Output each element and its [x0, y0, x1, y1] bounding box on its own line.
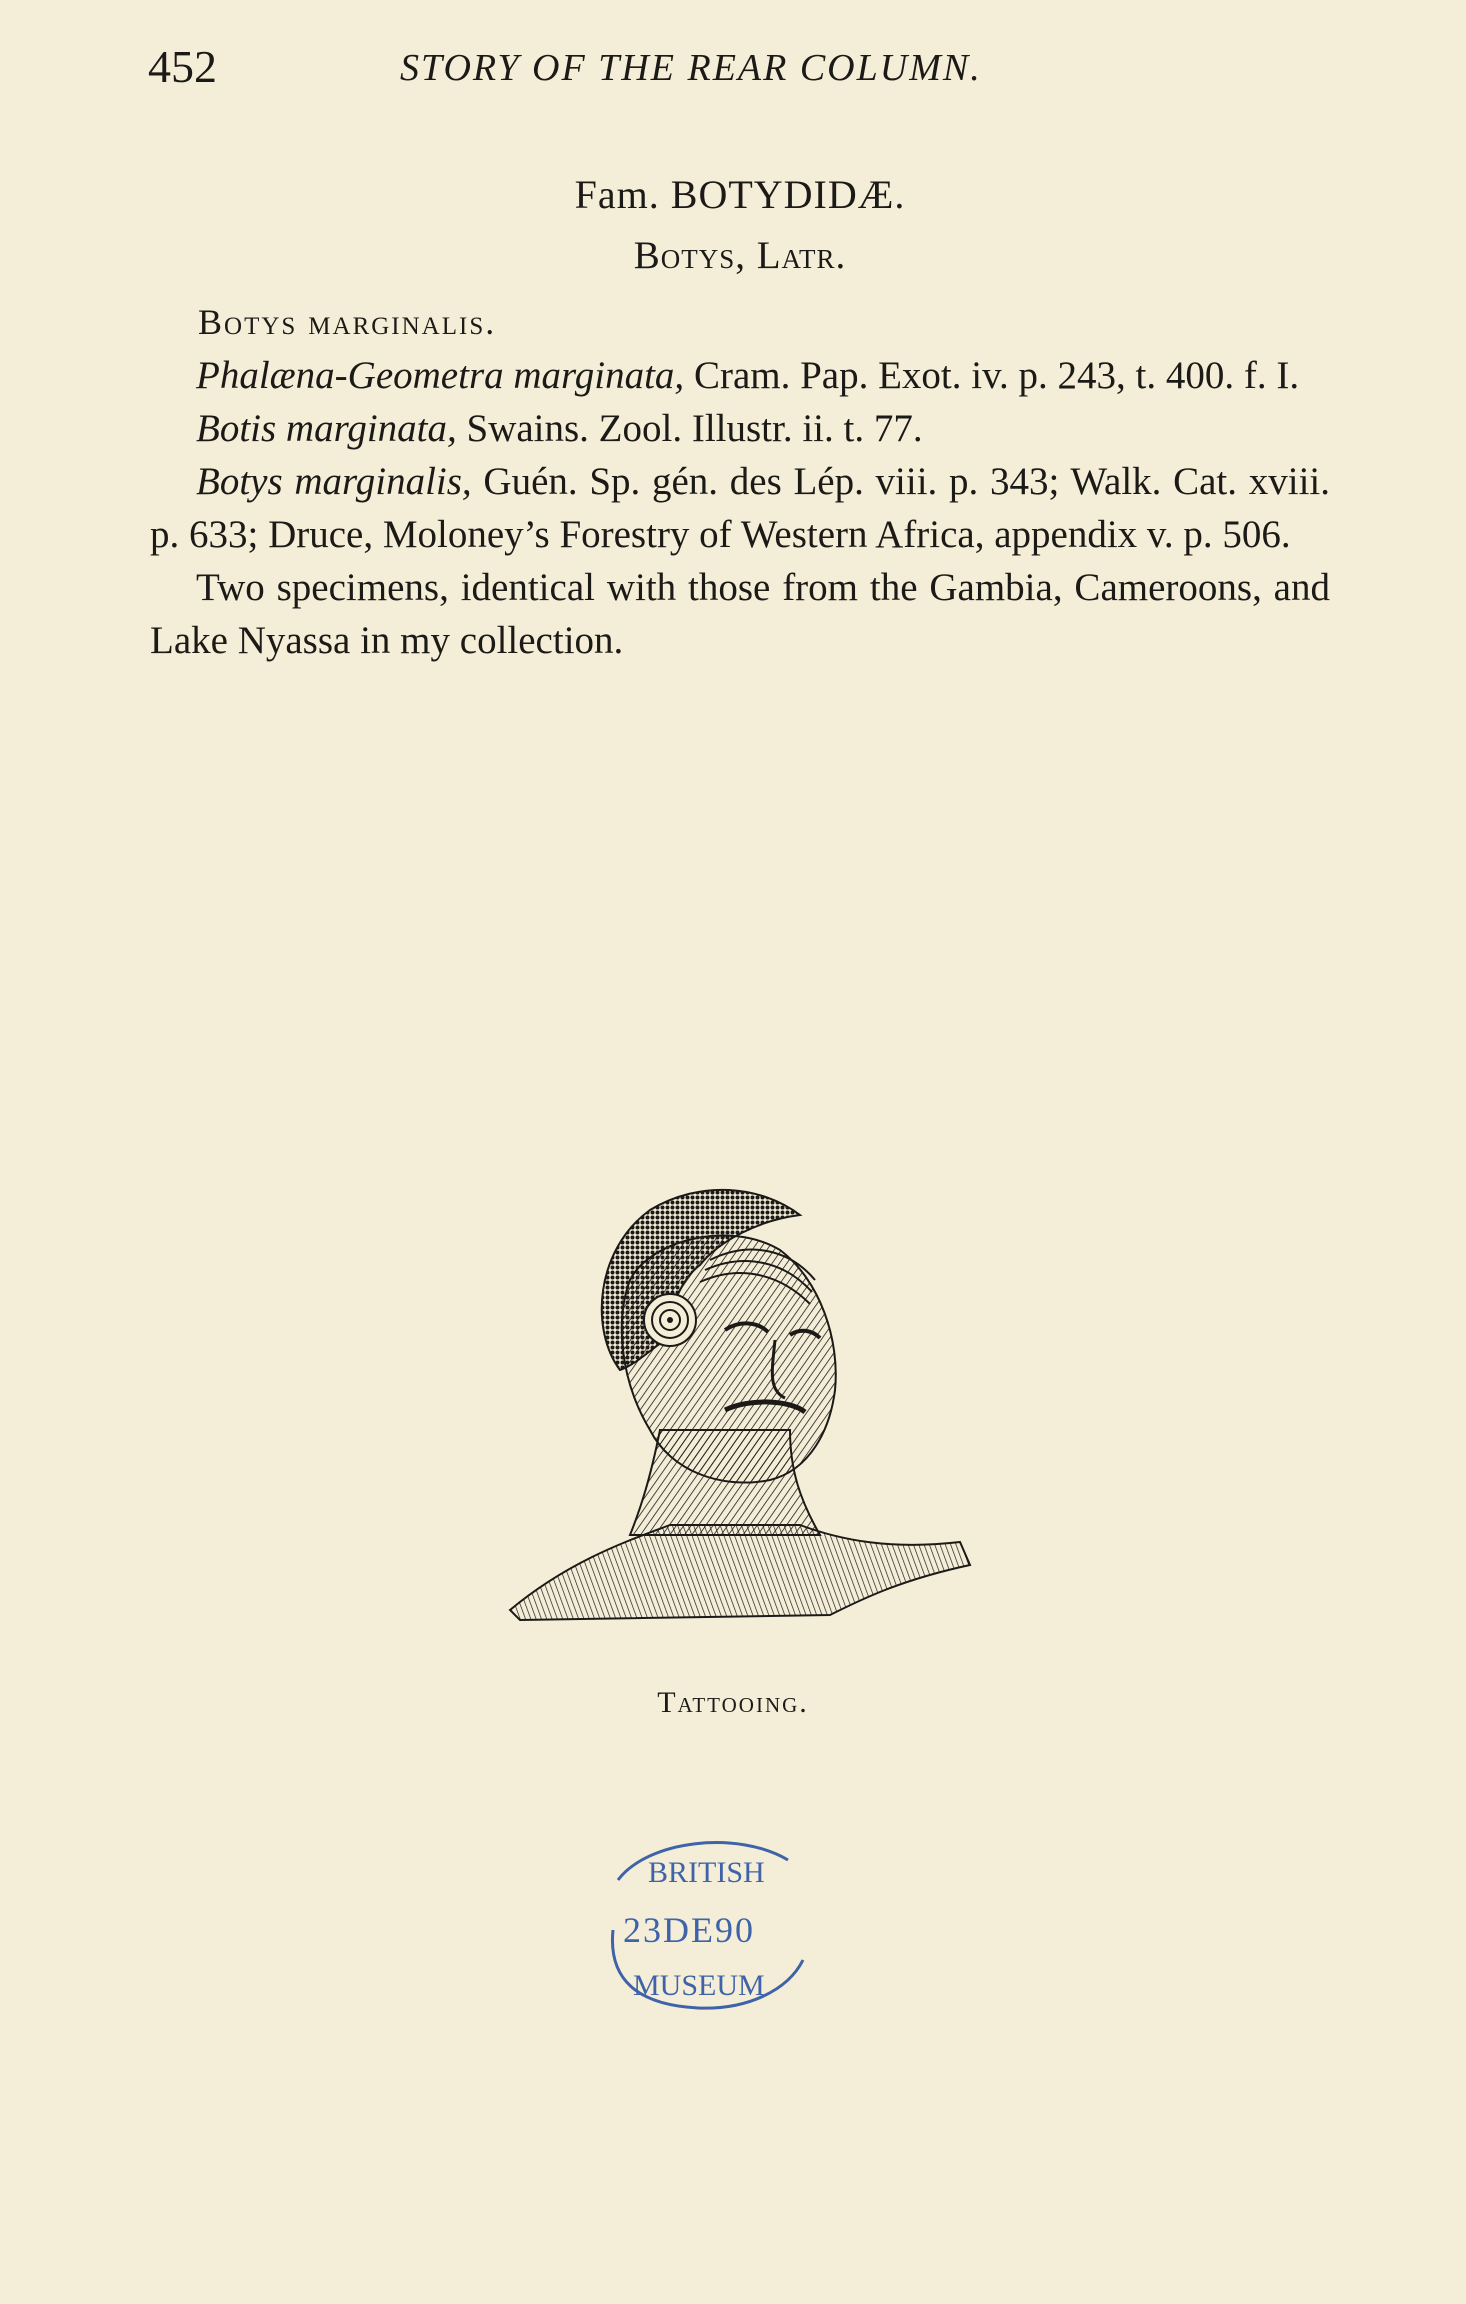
synonym-entry [150, 455, 1330, 561]
running-head [0, 40, 1466, 100]
synonym-name: Botis marginata, [196, 407, 457, 450]
synonym-reference: Guén. Sp. gén. des Lép. viii. p. 343; Walk. Cat. xviii. p. 633; Druce, Moloney’s Forestry of Western Africa, appendix v. p. 506. [150, 460, 1330, 556]
synonym-name: Botys marginalis, [196, 460, 472, 503]
synonym-entry [150, 349, 1330, 402]
genus-heading: Botys, Latr. [633, 234, 847, 277]
synonym-reference: Swains. Zool. Illustr. ii. t. 77. [456, 407, 923, 450]
body-text [150, 168, 1330, 667]
stamp-date: 23DE90 [623, 1910, 755, 1950]
synonym-reference: Cram. Pap. Exot. iv. p. 243, t. 400. f. I. [684, 354, 1300, 397]
synonym-name: Phalæna-Geometra marginata, [196, 354, 685, 397]
tattooed-head-engraving [500, 1170, 980, 1640]
page-number: 452 [148, 41, 217, 92]
stamp-bottom-text: MUSEUM [633, 1969, 765, 2002]
library-stamp [598, 1820, 818, 2020]
species-heading: Botys marginalis. [198, 302, 497, 342]
stamp-top-text: BRITISH [648, 1856, 765, 1889]
synonym-entry [150, 402, 1330, 455]
figure-caption: Tattooing. [657, 1686, 809, 1719]
family-heading: Fam. BOTYDIDÆ. [574, 172, 906, 217]
running-title: STORY OF THE REAR COLUMN. [400, 47, 982, 89]
specimen-note: Two specimens, identical with those from the Gambia, Cameroons, and Lake Nyassa in my collection. [150, 566, 1330, 662]
